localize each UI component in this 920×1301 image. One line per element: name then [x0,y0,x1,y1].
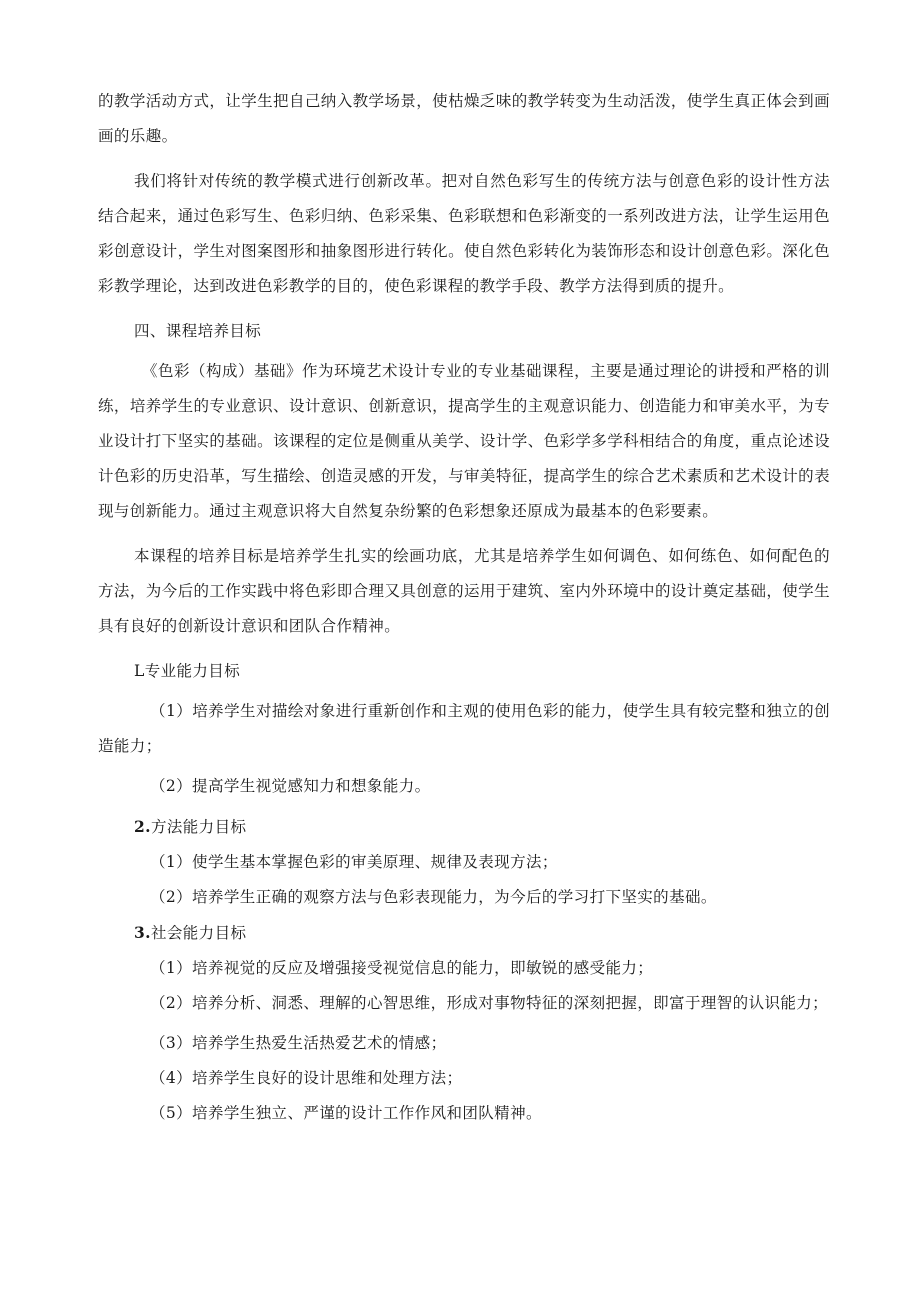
goal-item: （3）培养学生热爱生活热爱艺术的情感； [150,1034,447,1052]
goal-item: （5）培养学生独立、严谨的设计工作作风和团队精神。 [150,1104,542,1122]
paragraph-continued: 的教学活动方式，让学生把自己纳入教学场景，使枯燥乏味的教学转变为生动活泼，使学生真正体会到画画的乐趣。 [98,92,830,145]
paragraph-reform: 我们将针对传统的教学模式进行创新改革。把对自然色彩写生的传统方法与创意色彩的设计性方法结合起来，通过色彩写生、色彩归纳、色彩采集、色彩联想和色彩渐变的一系列改进方法，让学生运用色彩创意设计，学生对图案图形和抽象图形进行转化。使自然色彩转化为装饰形态和设计创意色彩。深化色彩教学理论，达到改进色彩教学的目的，使色彩课程的教学手段、教学方法得到质的提升。 [98,172,830,295]
goal-heading-text: 方法能力目标 [150,818,247,836]
paragraph-course-positioning: 《色彩（构成）基础》作为环境艺术设计专业的专业基础课程，主要是通过理论的讲授和严格的训练，培养学生的专业意识、设计意识、创新意识，提高学生的主观意识能力、创造能力和审美水平，为专业设计打下坚实的基础。该课程的定位是侧重从美学、设计学、色彩学多学科相结合的角度，重点论述设计色彩的历史沿革，写生描绘、创造灵感的开发，与审美特征，提高学生的综合艺术素质和艺术设计的表现与创新能力。通过主观意识将大自然复杂纷繁的色彩想象还原成为最基本的色彩要素。 [98,362,830,520]
goal-item: （1）培养学生对描绘对象进行重新创作和主观的使用色彩的能力，使学生具有较完整和独立的创造能力； [98,702,830,755]
paragraph-training-goal: 本课程的培养目标是培养学生扎实的绘画功底，尤其是培养学生如何调色、如何练色、如何配色的方法，为今后的工作实践中将色彩即合理又具创意的运用于建筑、室内外环境中的设计奠定基础，使学生具有良好的创新设计意识和团队合作精神。 [98,547,830,635]
goal-heading-number: 3. [134,923,151,942]
document-page [98,84,830,1131]
goal-item: （1）使学生基本掌握色彩的审美原理、规律及表现方法； [150,853,558,871]
goal-heading-social [98,915,830,951]
goal-item: （1）培养视觉的反应及增强接受视觉信息的能力，即敏锐的感受能力； [150,959,654,977]
goal-item: （2）提高学生视觉感知力和想象能力。 [150,777,431,795]
goal-item: （2）培养分析、洞悉、理解的心智思维，形成对事物特征的深刻把握，即富于理智的认识能力； [150,994,829,1012]
goal-heading-method [98,809,830,845]
goal-item: （2）培养学生正确的观察方法与色彩表现能力，为今后的学习打下坚实的基础。 [150,888,717,906]
goal-heading-number: 2. [134,817,151,836]
goal-heading-text: 社会能力目标 [150,924,247,942]
goal-heading-professional: L专业能力目标 [134,662,241,680]
section-heading-4: 四、课程培养目标 [134,322,262,340]
goal-item: （4）培养学生良好的设计思维和处理方法； [150,1069,463,1087]
